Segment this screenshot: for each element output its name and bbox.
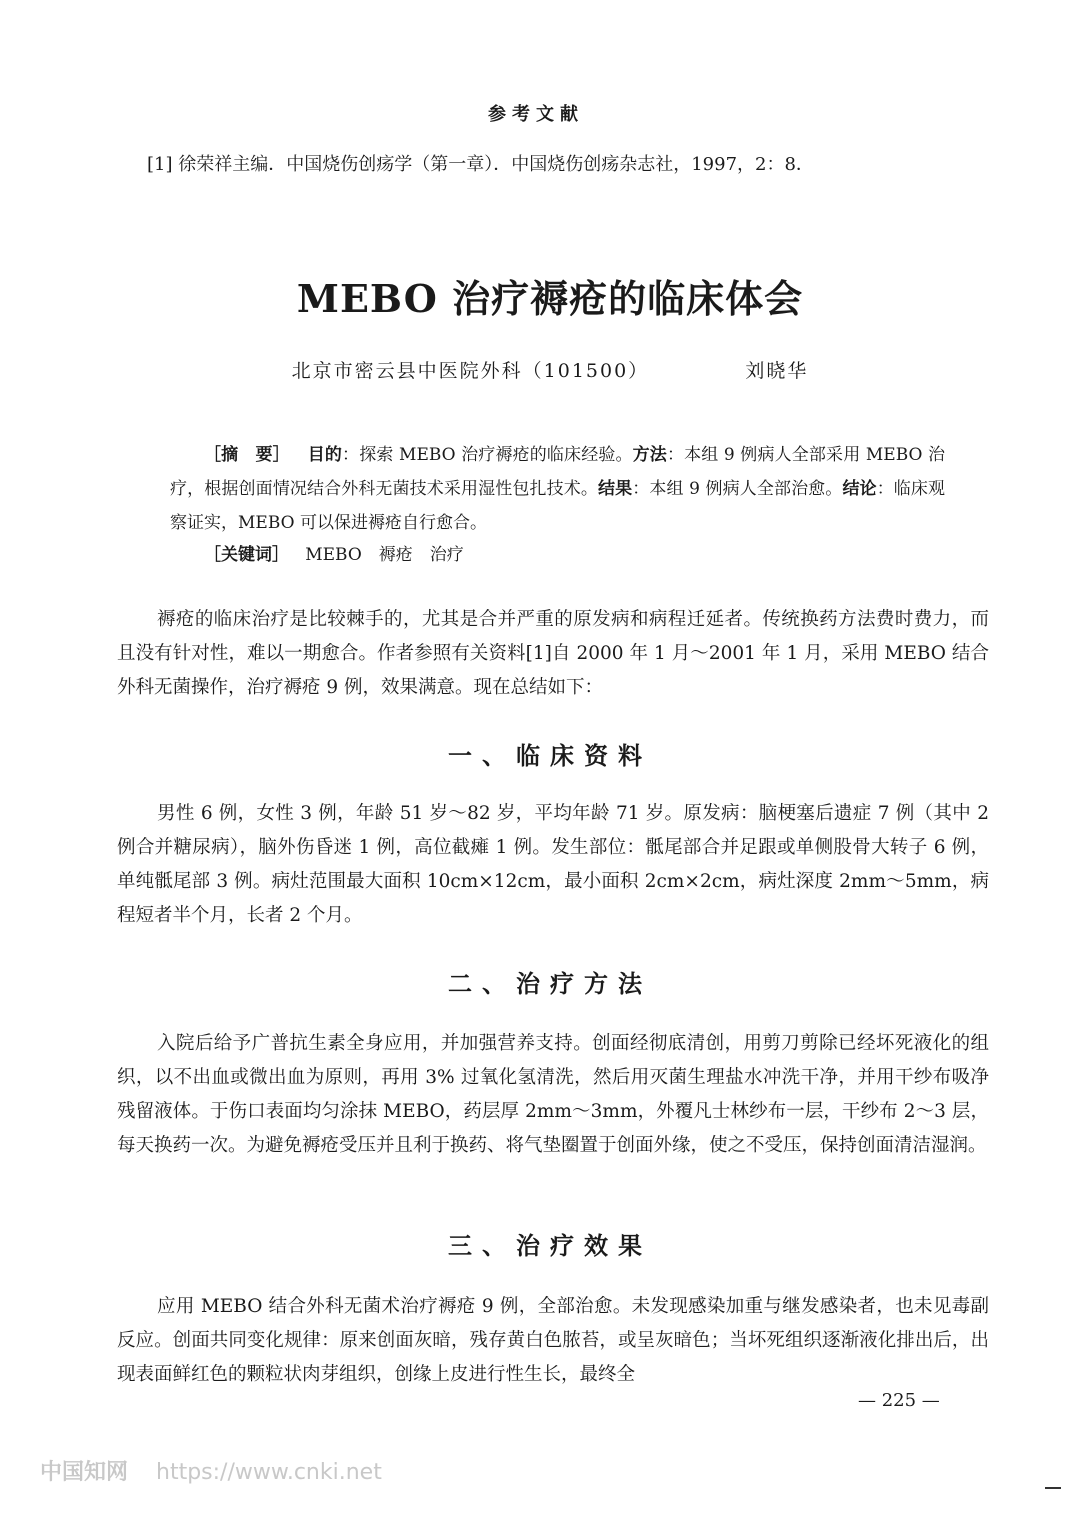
section-heading-treatment-effect: 三、治疗效果 [448,1231,652,1260]
abstract-tag: ［摘 要］ [204,445,290,465]
author-line [0,356,1072,383]
affiliation: 北京市密云县中医院外科（101500） [291,360,650,382]
cnki-watermark [40,1455,382,1486]
edge-mark [1045,1487,1061,1489]
conclusion-text: ：临床观察证实，MEBO 可以保进褥疮自行愈合。 [170,479,946,533]
section-paragraph-treatment-method: 入院后给予广普抗生素全身应用，并加强营养支持。创面经彻底清创，用剪刀剪除已经坏死液化的组织，以不出血或微出血为原则，再用 3% 过氧化氢清洗，然后用灭菌生理盐水冲洗干净，并用干纱布吸净残留液体。于伤口表面均匀涂抹 MEBO，药层厚 2mm～3mm，外覆凡士林纱布一层，干纱布 2～3 层，每天换药一次。为避免褥疮受压并且利于换药、将气垫圈置于创面外缘，使之不受压，保持创面清洁湿润。 [117,1033,989,1156]
result-text: ：本组 9 例病人全部治愈。 [632,479,843,499]
keywords-tag: ［关键词］ [204,545,289,565]
objective-label: 目的 [307,445,343,465]
abstract-paragraph [170,438,945,540]
section-heading-clinical-data: 一、临床资料 [448,741,652,770]
cnki-logo: 中国知网 [40,1460,129,1485]
intro-paragraph: 褥疮的临床治疗是比较棘手的，尤其是合并严重的原发病和病程迁延者。传统换药方法费时费力，而且没有针对性，难以一期愈合。作者参照有关资料[1]自 2000 年 1 月～2001 年 1 月，采用 MEBO 结合外科无菌操作，治疗褥疮 9 例，效果满意。现在总结如下： [117,609,989,698]
result-label: 结果 [598,479,633,499]
abstract [170,438,945,540]
section-paragraph-clinical-data: 男性 6 例，女性 3 例，年龄 51 岁～82 岁，平均年龄 71 岁。原发病：脑梗塞后遗症 7 例（其中 2 例合并糖尿病），脑外伤昏迷 1 例，高位截瘫 1 例。发生部位：骶尾部合并足跟或单侧股骨大转子 6 例，单纯骶尾部 3 例。病灶范围最大面积 10cm×12cm，最小面积 2cm×2cm，病灶深度 2mm～5mm，病程短者半个月，长者 2 个月。 [117,803,989,926]
section-paragraph-treatment-effect: 应用 MEBO 结合外科无菌术治疗褥疮 9 例，全部治愈。未发现感染加重与继发感染者，也未见毒副反应。创面共同变化规律：原来创面灰暗，残存黄白色脓苔，或呈灰暗色；当坏死组织逐渐液化排出后，出现表面鲜红色的颗粒状肉芽组织，创缘上皮进行性生长，最终全 [117,1296,989,1385]
conclusion-label: 结论 [842,479,877,499]
method-text: ：本组 9 例病人全部采用 MEBO 治疗，根据创面情况结合外科无菌技术采用湿性包扎技术。 [170,445,946,499]
keywords [204,540,464,570]
reference-item: [1] 徐荣祥主编．中国烧伤创疡学（第一章）．中国烧伤创疡杂志社，1997，2：8． [147,154,814,175]
section-heading-treatment-method: 二、治疗方法 [448,969,652,998]
keywords-list: MEBO 褥疮 治疗 [305,545,464,565]
method-label: 方法 [632,445,667,465]
page-number: — 225 — [858,1390,940,1411]
cnki-url: https://www.cnki.net [156,1460,382,1485]
references-heading: 参考文献 [488,104,584,125]
objective-text: ：探索 MEBO 治疗褥疮的临床经验。 [342,445,633,465]
article-title: MEBO 治疗褥疮的临床体会 [296,276,804,321]
author-name: 刘晓华 [745,360,809,382]
